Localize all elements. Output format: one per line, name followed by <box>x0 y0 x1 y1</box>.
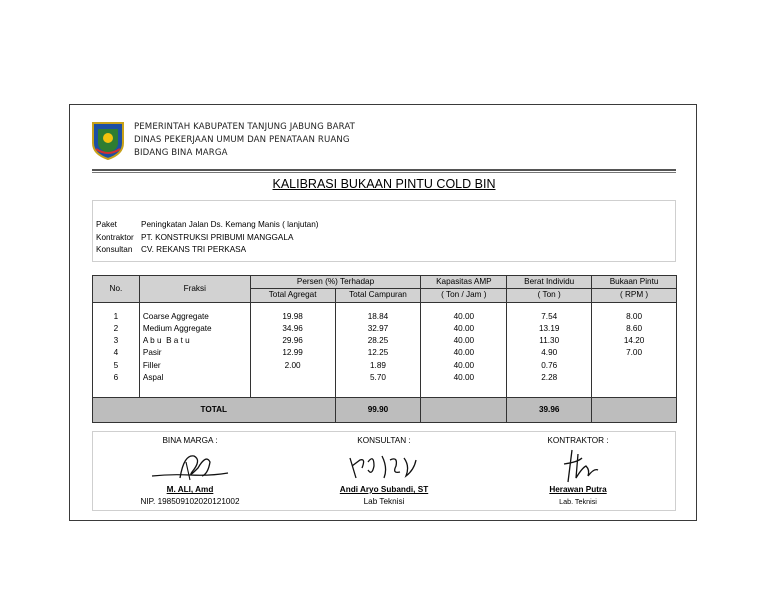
calibration-table <box>92 275 677 423</box>
cell-total-agregat <box>250 372 335 384</box>
cell-kapasitas: 40.00 <box>421 347 507 359</box>
cell-bukaan: 7.00 <box>592 347 677 359</box>
cell-total-campuran: 5.70 <box>335 372 421 384</box>
document-sheet <box>69 104 697 521</box>
col-header-persen: Persen (%) Terhadap <box>250 276 421 289</box>
signatory-title: Lab. Teknisi <box>559 497 597 506</box>
col-header-berat-unit: ( Ton ) <box>507 289 592 302</box>
kontraktor-label: Kontraktor <box>96 232 134 242</box>
cell-fraksi: Medium Aggregate <box>139 323 250 335</box>
signature-role: KONSULTAN : <box>357 436 411 445</box>
cell-total-campuran: 1.89 <box>335 360 421 372</box>
signatory-name: M. ALI, Amd <box>166 485 214 494</box>
cell-total-agregat: 19.98 <box>250 311 335 323</box>
table-row <box>93 372 677 384</box>
signatory-name: Andi Aryo Subandi, ST <box>339 485 429 494</box>
konsultan-value: CV. REKANS TRI PERKASA <box>141 245 247 254</box>
cell-no: 3 <box>93 335 140 347</box>
cell-bukaan <box>592 360 677 372</box>
table-row <box>93 360 677 372</box>
cell-no: 5 <box>93 360 140 372</box>
paket-value: Peningkatan Jalan Ds. Kemang Manis ( lanjutan) <box>141 220 319 229</box>
col-header-total-campuran: Total Campuran <box>335 289 421 302</box>
cell-kapasitas: 40.00 <box>421 311 507 323</box>
cell-kapasitas: 40.00 <box>421 335 507 347</box>
signatory-name: Herawan Putra <box>549 485 607 494</box>
cell-total-campuran: 28.25 <box>335 335 421 347</box>
cell-berat: 4.90 <box>507 347 592 359</box>
header-divider-thin <box>92 172 676 173</box>
regency-crest-icon <box>90 119 126 161</box>
total-kapasitas-empty <box>421 397 507 422</box>
col-header-kapasitas-unit: ( Ton / Jam ) <box>421 289 507 302</box>
table-total-row <box>93 397 677 422</box>
cell-no: 4 <box>93 347 140 359</box>
table-row <box>93 347 677 359</box>
cell-bukaan <box>592 372 677 384</box>
cell-total-agregat: 29.96 <box>250 335 335 347</box>
table-row <box>93 311 677 323</box>
kontraktor-value: PT. KONSTRUKSI PRIBUMI MANGGALA <box>141 232 294 242</box>
header-line-1: PEMERINTAH KABUPATEN TANJUNG JABUNG BARAT <box>134 122 356 132</box>
signature-role: KONTRAKTOR : <box>547 436 609 445</box>
cell-bukaan: 8.60 <box>592 323 677 335</box>
cell-fraksi: A b u B a t u <box>139 335 250 347</box>
handwritten-signature-icon <box>538 448 618 484</box>
konsultan-label: Konsultan <box>96 245 133 254</box>
cell-berat: 7.54 <box>507 311 592 323</box>
cell-no: 6 <box>93 372 140 384</box>
col-header-total-agregat: Total Agregat <box>250 289 335 302</box>
total-campuran: 99.90 <box>335 397 421 422</box>
paket-label: Paket <box>96 220 117 229</box>
cell-kapasitas: 40.00 <box>421 372 507 384</box>
cell-total-campuran: 32.97 <box>335 323 421 335</box>
header-divider <box>92 169 676 171</box>
cell-fraksi: Aspal <box>139 372 250 384</box>
cell-total-campuran: 18.84 <box>335 311 421 323</box>
total-berat: 39.96 <box>507 397 592 422</box>
document-title: KALIBRASI BUKAAN PINTU COLD BIN <box>272 177 496 191</box>
signature-section <box>92 431 676 511</box>
cell-total-agregat: 34.96 <box>250 323 335 335</box>
handwritten-signature-icon <box>150 448 230 484</box>
col-header-kapasitas: Kapasitas AMP <box>421 276 507 289</box>
cell-total-campuran: 12.25 <box>335 347 421 359</box>
cell-total-agregat: 2.00 <box>250 360 335 372</box>
col-header-no: No. <box>93 276 140 303</box>
col-header-bukaan: Bukaan Pintu <box>592 276 677 289</box>
cell-bukaan: 14.20 <box>592 335 677 347</box>
agency-header <box>134 121 355 160</box>
cell-bukaan: 8.00 <box>592 311 677 323</box>
cell-berat: 11.30 <box>507 335 592 347</box>
cell-berat: 0.76 <box>507 360 592 372</box>
cell-fraksi: Coarse Aggregate <box>139 311 250 323</box>
total-label: TOTAL <box>93 397 336 422</box>
cell-kapasitas: 40.00 <box>421 323 507 335</box>
table-row <box>93 323 677 335</box>
signatory-id: NIP. 198509102020121002 <box>140 497 240 506</box>
col-header-berat: Berat Individu <box>507 276 592 289</box>
table-row <box>93 335 677 347</box>
cell-no: 1 <box>93 311 140 323</box>
col-header-fraksi: Fraksi <box>139 276 250 303</box>
total-bukaan-empty <box>592 397 677 422</box>
cell-no: 2 <box>93 323 140 335</box>
cell-total-agregat: 12.99 <box>250 347 335 359</box>
cell-kapasitas: 40.00 <box>421 360 507 372</box>
table-header-row <box>93 276 677 289</box>
cell-fraksi: Filler <box>139 360 250 372</box>
handwritten-signature-icon <box>344 448 424 484</box>
signatory-title: Lab Teknisi <box>363 497 405 506</box>
header-line-3: BIDANG BINA MARGA <box>134 148 228 158</box>
table-spacer-row <box>93 302 677 311</box>
signature-role: BINA MARGA : <box>162 436 218 445</box>
header-line-2: DINAS PEKERJAAN UMUM DAN PENATAAN RUANG <box>134 135 350 145</box>
cell-berat: 13.19 <box>507 323 592 335</box>
cell-berat: 2.28 <box>507 372 592 384</box>
col-header-bukaan-unit: ( RPM ) <box>592 289 677 302</box>
project-info <box>96 219 319 257</box>
table-blank-row <box>93 384 677 397</box>
cell-fraksi: Pasir <box>139 347 250 359</box>
